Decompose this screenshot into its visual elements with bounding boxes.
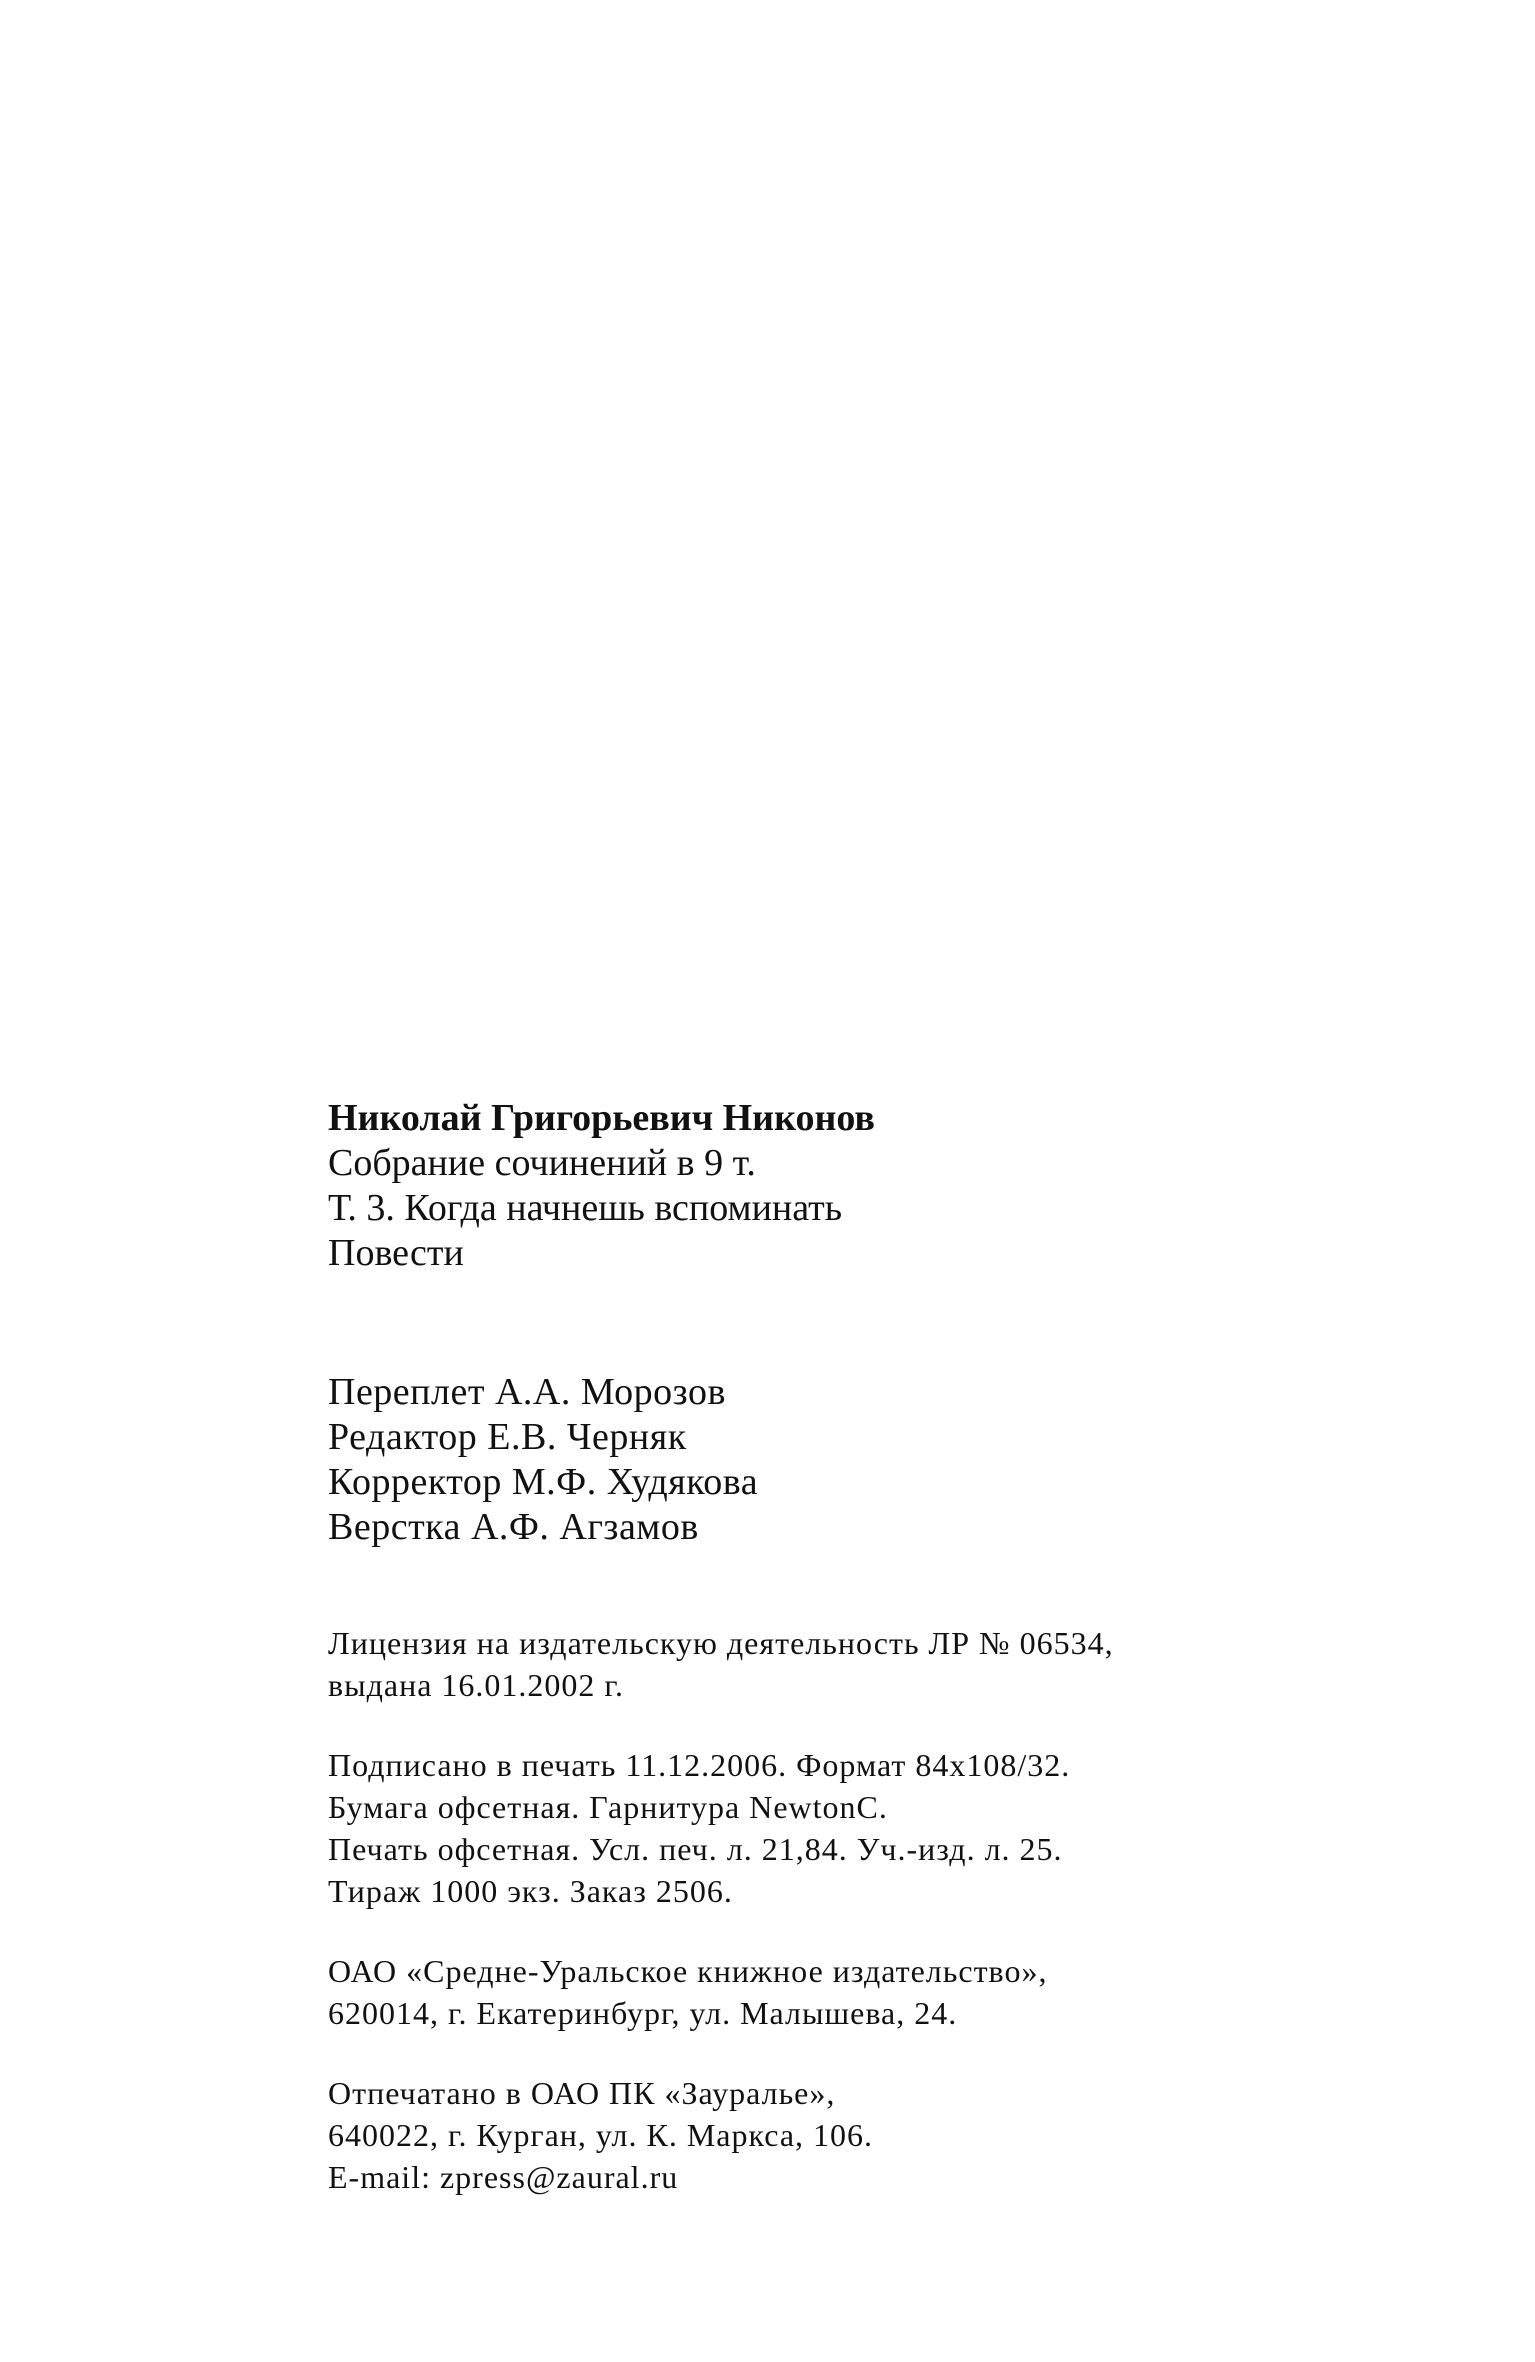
publisher-line-1: ОАО «Средне-Уральское книжное издательство», [328, 1953, 1048, 1989]
print-line-3: Печать офсетная. Усл. печ. л. 21,84. Уч.-изд. л. 25. [328, 1831, 1063, 1867]
credit-layout: Верстка А.Ф. Агзамов [328, 1506, 699, 1548]
title-block [328, 1096, 1428, 1276]
print-details [328, 1744, 1428, 1912]
printer-line-1: Отпечатано в ОАО ПК «Зауралье», [328, 2075, 836, 2111]
printer-email: E-mail: zpress@zaural.ru [328, 2159, 679, 2195]
credit-proofreader: Корректор М.Ф. Худякова [328, 1461, 759, 1503]
collection-title: Собрание сочинений в 9 т. [328, 1142, 756, 1184]
imprint-page [328, 1096, 1428, 2198]
genre-label: Повести [328, 1232, 464, 1274]
print-line-1: Подписано в печать 11.12.2006. Формат 84x108/32. [328, 1747, 1071, 1783]
credit-editor: Редактор Е.В. Черняк [328, 1416, 687, 1458]
license-line-1: Лицензия на издательскую деятельность ЛР № 06534, [328, 1625, 1114, 1661]
staff-credits [328, 1370, 1428, 1550]
license-line-2: выдана 16.01.2002 г. [328, 1667, 624, 1703]
printer-info [328, 2072, 1428, 2198]
publisher-line-2: 620014, г. Екатеринбург, ул. Малышева, 24. [328, 1995, 958, 2031]
print-line-2: Бумага офсетная. Гарнитура NewtonC. [328, 1789, 888, 1825]
author-name: Николай Григорьевич Никонов [328, 1097, 875, 1139]
credit-binding: Переплет А.А. Морозов [328, 1371, 726, 1413]
volume-title: Т. 3. Когда начнешь вспоминать [328, 1187, 843, 1229]
license-info [328, 1622, 1428, 1706]
printer-line-2: 640022, г. Курган, ул. К. Маркса, 106. [328, 2117, 874, 2153]
publisher-info [328, 1950, 1428, 2034]
print-line-4: Тираж 1000 экз. Заказ 2506. [328, 1873, 733, 1909]
